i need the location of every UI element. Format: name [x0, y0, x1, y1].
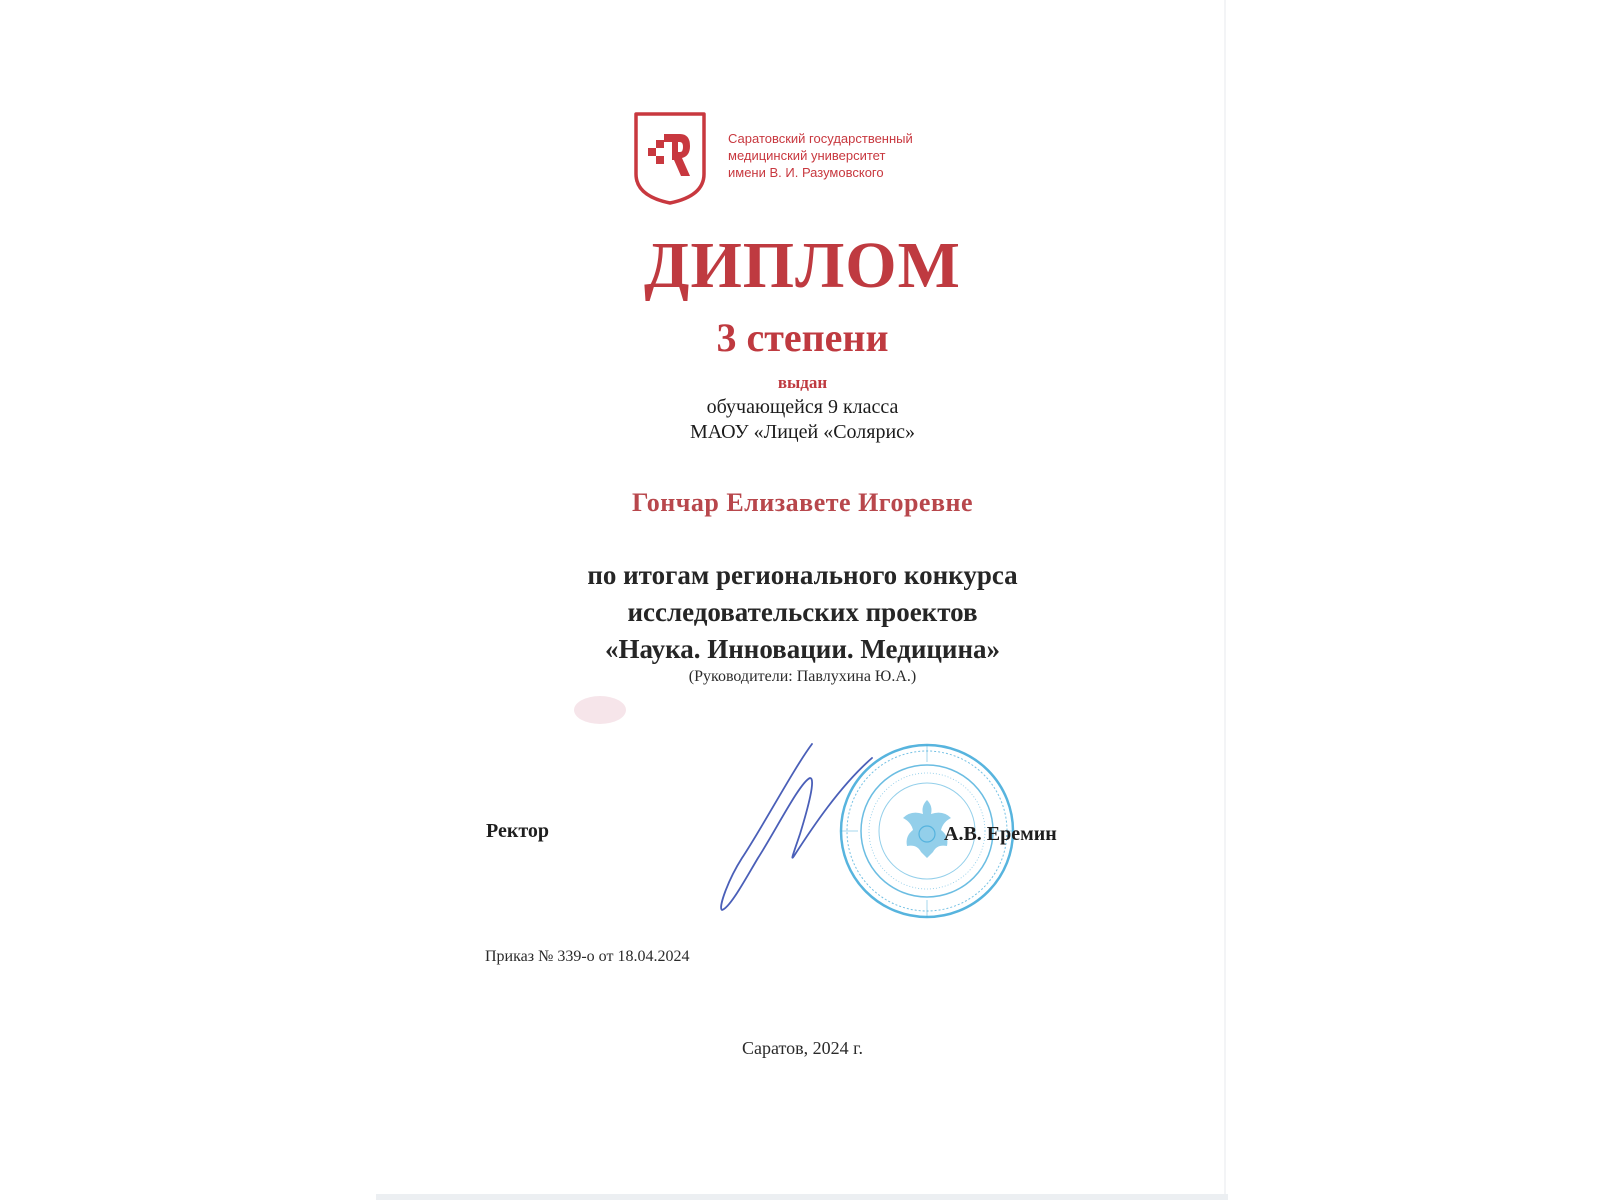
- university-name-line-3: имени В. И. Разумовского: [728, 165, 884, 180]
- issued-label: выдан: [777, 373, 828, 392]
- contest-line-2: исследовательских проектов: [627, 597, 978, 627]
- university-name-line-2: медицинский университет: [728, 148, 886, 163]
- contest-line-3: «Наука. Инновации. Медицина»: [604, 634, 1001, 664]
- city-year: Саратов, 2024 г.: [742, 1038, 863, 1058]
- rector-label: Ректор: [486, 820, 550, 842]
- university-name-line-1: Саратовский государственный: [728, 131, 913, 146]
- order-reference: Приказ № 339-о от 18.04.2024: [485, 948, 690, 965]
- student-class-line: обучающейся 9 класса: [706, 396, 899, 418]
- university-name: [728, 130, 913, 181]
- contest-line-1: по итогам регионального конкурса: [587, 560, 1018, 590]
- school-name-line: МАОУ «Лицей «Солярис»: [689, 421, 916, 443]
- university-logo-icon: [632, 110, 708, 206]
- diploma-degree: 3 степени: [716, 315, 889, 360]
- handwritten-signature-icon: [716, 738, 876, 918]
- recipient-name: Гончар Елизавете Игоревне: [631, 488, 974, 517]
- rector-name: А.В. Еремин: [944, 823, 1057, 845]
- supervisor-line: (Руководители: Павлухина Ю.А.): [688, 668, 917, 685]
- diploma-title: ДИПЛОМ: [644, 229, 961, 302]
- scan-bottom-strip: [376, 1194, 1228, 1200]
- faint-smudge: [570, 690, 630, 730]
